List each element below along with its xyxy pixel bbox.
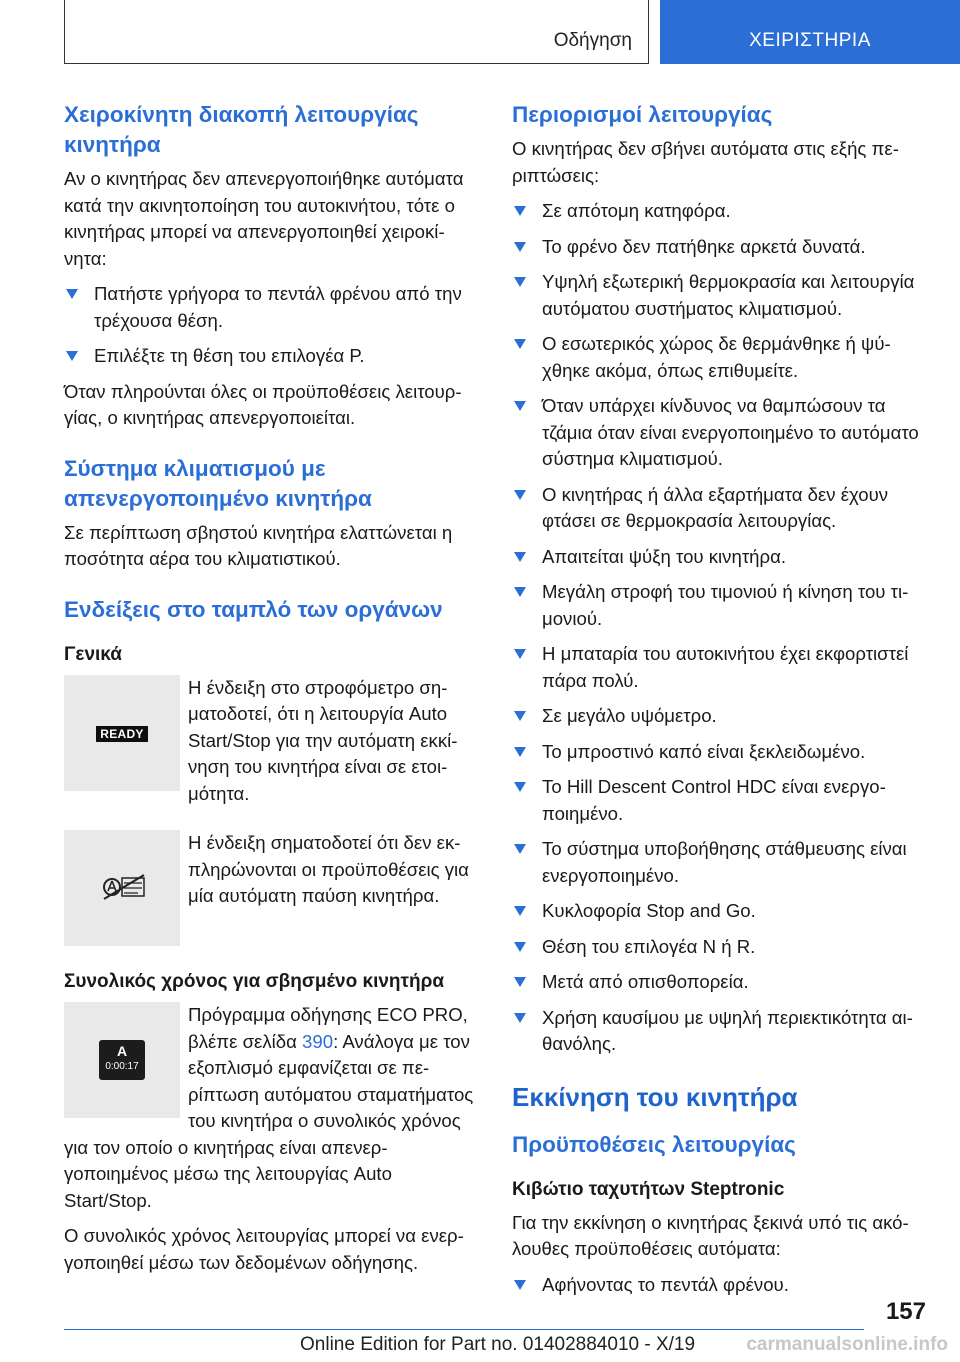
ready-badge: READY	[96, 726, 148, 742]
triangle-bullet-icon	[514, 649, 526, 659]
list-item: Επιλέξτε τη θέση του επιλογέα P.	[64, 343, 478, 370]
triangle-bullet-icon	[514, 401, 526, 411]
list-item: Κυκλοφορία Stop and Go.	[512, 898, 926, 925]
triangle-bullet-icon	[514, 490, 526, 500]
triangle-bullet-icon	[514, 711, 526, 721]
auto-start-stop-icon: A	[116, 1043, 128, 1059]
list-item: Απαιτείται ψύξη του κινητήρα.	[512, 544, 926, 571]
footer-edition: Online Edition for Part no. 01402884010 - X/19	[300, 1334, 696, 1355]
paragraph-climate: Σε περίπτωση σβηστού κινητήρα ελαττώνεται η ποσότητα αέρα του κλιματιστικού.	[64, 521, 453, 569]
triangle-bullet-icon	[514, 1013, 526, 1023]
list-item: Υψηλή εξωτερική θερμοκρασία και λειτουργία αυτόματου συστήματος κλιματισμού.	[512, 269, 926, 322]
figure-ready-indicator	[64, 675, 180, 791]
triangle-bullet-icon	[514, 942, 526, 952]
left-column	[64, 100, 478, 1285]
header-section-title: Οδήγηση	[553, 30, 632, 51]
list-item: Το σύστημα υποβοήθησης στάθμευσης είναι ενεργοποιημένο.	[512, 836, 926, 889]
list-manual-stop	[64, 281, 478, 370]
header-section-tab	[64, 0, 649, 64]
triangle-bullet-icon	[514, 747, 526, 757]
paragraph-total-runtime: Ο συνολικός χρόνος λειτουργίας μπορεί να ενεργοποιηθεί μέσω των δεδομένων οδήγησης.	[64, 1225, 464, 1273]
page-link-390[interactable]: 390	[302, 1030, 334, 1052]
triangle-bullet-icon	[514, 782, 526, 792]
paragraph-manual-stop: Αν ο κινητήρας δεν απενεργοποιήθηκε αυτόματα κατά την ακινητοποίηση του αυτοκινήτου, τότε ο κινητήρας μπορεί να απενεργοποιηθεί χειροκίνητα:	[64, 168, 464, 269]
figure-eco-caption: Πρόγραμμα οδήγησης ECO PRO, βλέπε σελίδα 390: Ανάλογα με τον εξοπλισμό εμφανίζεται σε περίπτωση αυτόματου σταματήματος του κινητήρα ο συνολικός χρόνος για τον οποίο ο κινητήρας είναι απενεργοποιημένος μέσω της λειτουργίας Auto Start/Stop.	[64, 1004, 474, 1211]
subheading-general: Γενικά	[64, 643, 122, 665]
heading-function-limits: Περιορισμοί λειτουργίας	[512, 102, 773, 127]
eco-timer-value: 0:00:17	[105, 1061, 139, 1072]
figure-start-stop-caption: Η ένδειξη σηματοδοτεί ότι δεν εκπληρώνονται οι προϋποθέσεις για μία αυτόματη παύση κινητήρα.	[188, 832, 469, 906]
header-chapter-tab	[660, 0, 960, 64]
list-item: Πατήστε γρήγορα το πεντάλ φρένου από την τρέχουσα θέση.	[64, 281, 478, 334]
page-number: 157	[885, 1298, 926, 1325]
triangle-bullet-icon	[514, 1280, 526, 1290]
list-item: Σε μεγάλο υψόμετρο.	[512, 703, 926, 730]
figure-eco-timer	[64, 1002, 180, 1118]
triangle-bullet-icon	[514, 277, 526, 287]
figure-row-ready	[64, 675, 478, 817]
subheading-steptronic: Κιβώτιο ταχυτήτων Steptronic	[512, 1178, 785, 1200]
list-item: Θέση του επιλογέα N ή R.	[512, 934, 926, 961]
list-item: Η μπαταρία του αυτοκινήτου έχει εκφορτιστεί πάρα πολύ.	[512, 641, 926, 694]
figure-start-stop-off-indicator	[64, 830, 180, 946]
list-item: Ο εσωτερικός χώρος δε θερμάνθηκε ή ψύχθηκε ακόμα, όπως επιθυμείτε.	[512, 331, 926, 384]
triangle-bullet-icon	[514, 339, 526, 349]
paragraph-conditions-met: Όταν πληρούνται όλες οι προϋποθέσεις λειτουργίας, ο κινητήρας απενεργοποιείται.	[64, 380, 462, 428]
list-item: Σε απότομη κατηφόρα.	[512, 198, 926, 225]
triangle-bullet-icon	[514, 587, 526, 597]
paragraph-start-conditions: Για την εκκίνηση ο κινητήρας ξεκινά υπό τις ακόλουθες προϋποθέσεις αυτόματα:	[512, 1211, 909, 1259]
heading-operating-conditions: Προϋποθέσεις λειτουργίας	[512, 1131, 796, 1157]
heading-engine-start: Εκκίνηση του κινητήρα	[512, 1081, 798, 1112]
list-item: Το Hill Descent Control HDC είναι ενεργοποιημένο.	[512, 774, 926, 827]
list-item: Όταν υπάρχει κίνδυνος να θαμπώσουν τα τζάμια όταν είναι ενεργοποιημένο το αυτόματο σύστημα κλιματισμού.	[512, 393, 926, 473]
list-item: Ο κινητήρας ή άλλα εξαρτήματα δεν έχουν φτάσει σε θερμοκρασία λειτουργίας.	[512, 482, 926, 535]
triangle-bullet-icon	[514, 206, 526, 216]
list-item: Μεγάλη στροφή του τιμονιού ή κίνηση του τιμονιού.	[512, 579, 926, 632]
list-item: Αφήνοντας το πεντάλ φρένου.	[512, 1272, 926, 1299]
triangle-bullet-icon	[514, 552, 526, 562]
triangle-bullet-icon	[514, 977, 526, 987]
list-limits	[512, 198, 926, 1058]
list-item: Χρήση καυσίμου με υψηλή περιεκτικότητα αιθανόλης.	[512, 1005, 926, 1058]
figure-row-start-stop-off	[64, 830, 478, 946]
list-item: Μετά από οπισθοπορεία.	[512, 969, 926, 996]
list-item: Το μπροστινό καπό είναι ξεκλειδωμένο.	[512, 739, 926, 766]
footer-divider	[64, 1329, 864, 1330]
figure-row-total-time	[64, 1002, 478, 1214]
heading-manual-engine-stop: Χειροκίνητη διακοπή λειτουργίας κινητήρα	[64, 102, 419, 157]
header-chapter-title: ΧΕΙΡΙΣΤΗΡΙΑ	[749, 30, 871, 51]
triangle-bullet-icon	[514, 242, 526, 252]
paragraph-limits-intro: Ο κινητήρας δεν σβήνει αυτόματα στις εξής περιπτώσεις:	[512, 138, 899, 186]
triangle-bullet-icon	[66, 289, 78, 299]
figure-ready-caption: Η ένδειξη στο στροφόμετρο σηματοδοτεί, ότι η λειτουργία Auto Start/Stop για την αυτόματη εκκίνηση του κινητήρα είναι σε ετοιμότητα.	[188, 676, 458, 804]
triangle-bullet-icon	[514, 906, 526, 916]
list-start-conditions	[512, 1272, 926, 1299]
heading-instrument-indicators: Ενδείξεις στο ταμπλό των οργάνων	[64, 596, 443, 622]
heading-climate-engine-off: Σύστημα κλιματισμού με απενεργοποιημένο κινητήρα	[64, 455, 372, 511]
eco-timer-display	[99, 1040, 145, 1080]
subheading-total-time-engine-off: Συνολικός χρόνος για σβησμένο κινητήρα	[64, 971, 445, 992]
triangle-bullet-icon	[514, 844, 526, 854]
start-stop-off-icon	[102, 872, 146, 902]
list-item: Το φρένο δεν πατήθηκε αρκετά δυνατά.	[512, 234, 926, 261]
watermark-logo: carmanualsonline.info	[746, 1334, 948, 1355]
triangle-bullet-icon	[66, 351, 78, 361]
right-column	[512, 100, 926, 1307]
